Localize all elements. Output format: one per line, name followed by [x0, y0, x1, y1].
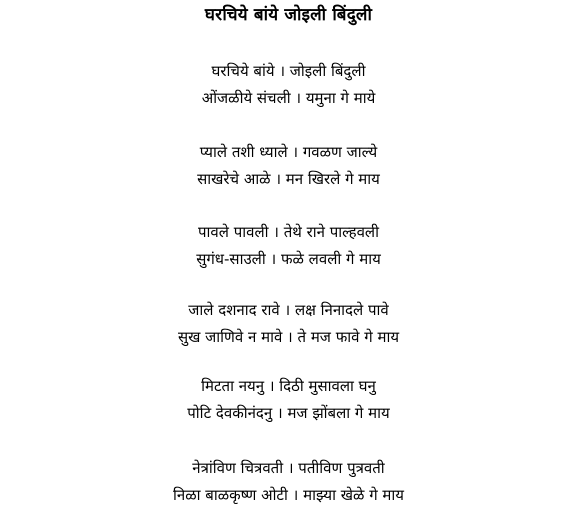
- stanza-line: प्याले तशी ध्याले । गवळण जाल्ये: [199, 143, 378, 161]
- stanza-line: साखरेचे आळे । मन खिरले गे माय: [197, 170, 380, 188]
- poem-title: घरचिये बांये जोइली बिंदुली: [204, 5, 373, 25]
- stanza-line: घरचिये बांये । जोइली बिंदुली: [211, 62, 366, 80]
- stanza-line: पोटि देवकीनंदनु । मज झोंबला गे माय: [187, 404, 390, 422]
- stanza-3: [0, 219, 577, 273]
- stanza-line: नेत्रांविण चित्रवती । पतीविण पुत्रवती: [192, 459, 385, 477]
- stanza-line: मिटता नयनु । दिठी मुसावला घनु: [201, 377, 376, 395]
- stanza-line: निळा बाळकृष्ण ओटी । माझ्या खेळे गे माय: [173, 486, 404, 504]
- stanza-1: [0, 58, 577, 112]
- stanza-6: [0, 455, 577, 509]
- stanza-line: सुख जाणिवे न मावे । ते मज फावे गे माय: [177, 328, 400, 346]
- stanza-line: सुगंध-साउली । फळे लवली गे माय: [196, 250, 381, 268]
- stanza-line: जाले दशनाद रावे । लक्ष निनादले पावे: [188, 301, 389, 319]
- stanza-2: [0, 139, 577, 193]
- stanza-4: [0, 297, 577, 351]
- stanza-line: ओंजळीये संचली । यमुना गे माये: [201, 89, 376, 107]
- stanza-5: [0, 373, 577, 427]
- stanza-line: पावले पावली । तेथे राने पाल्हवली: [198, 223, 379, 241]
